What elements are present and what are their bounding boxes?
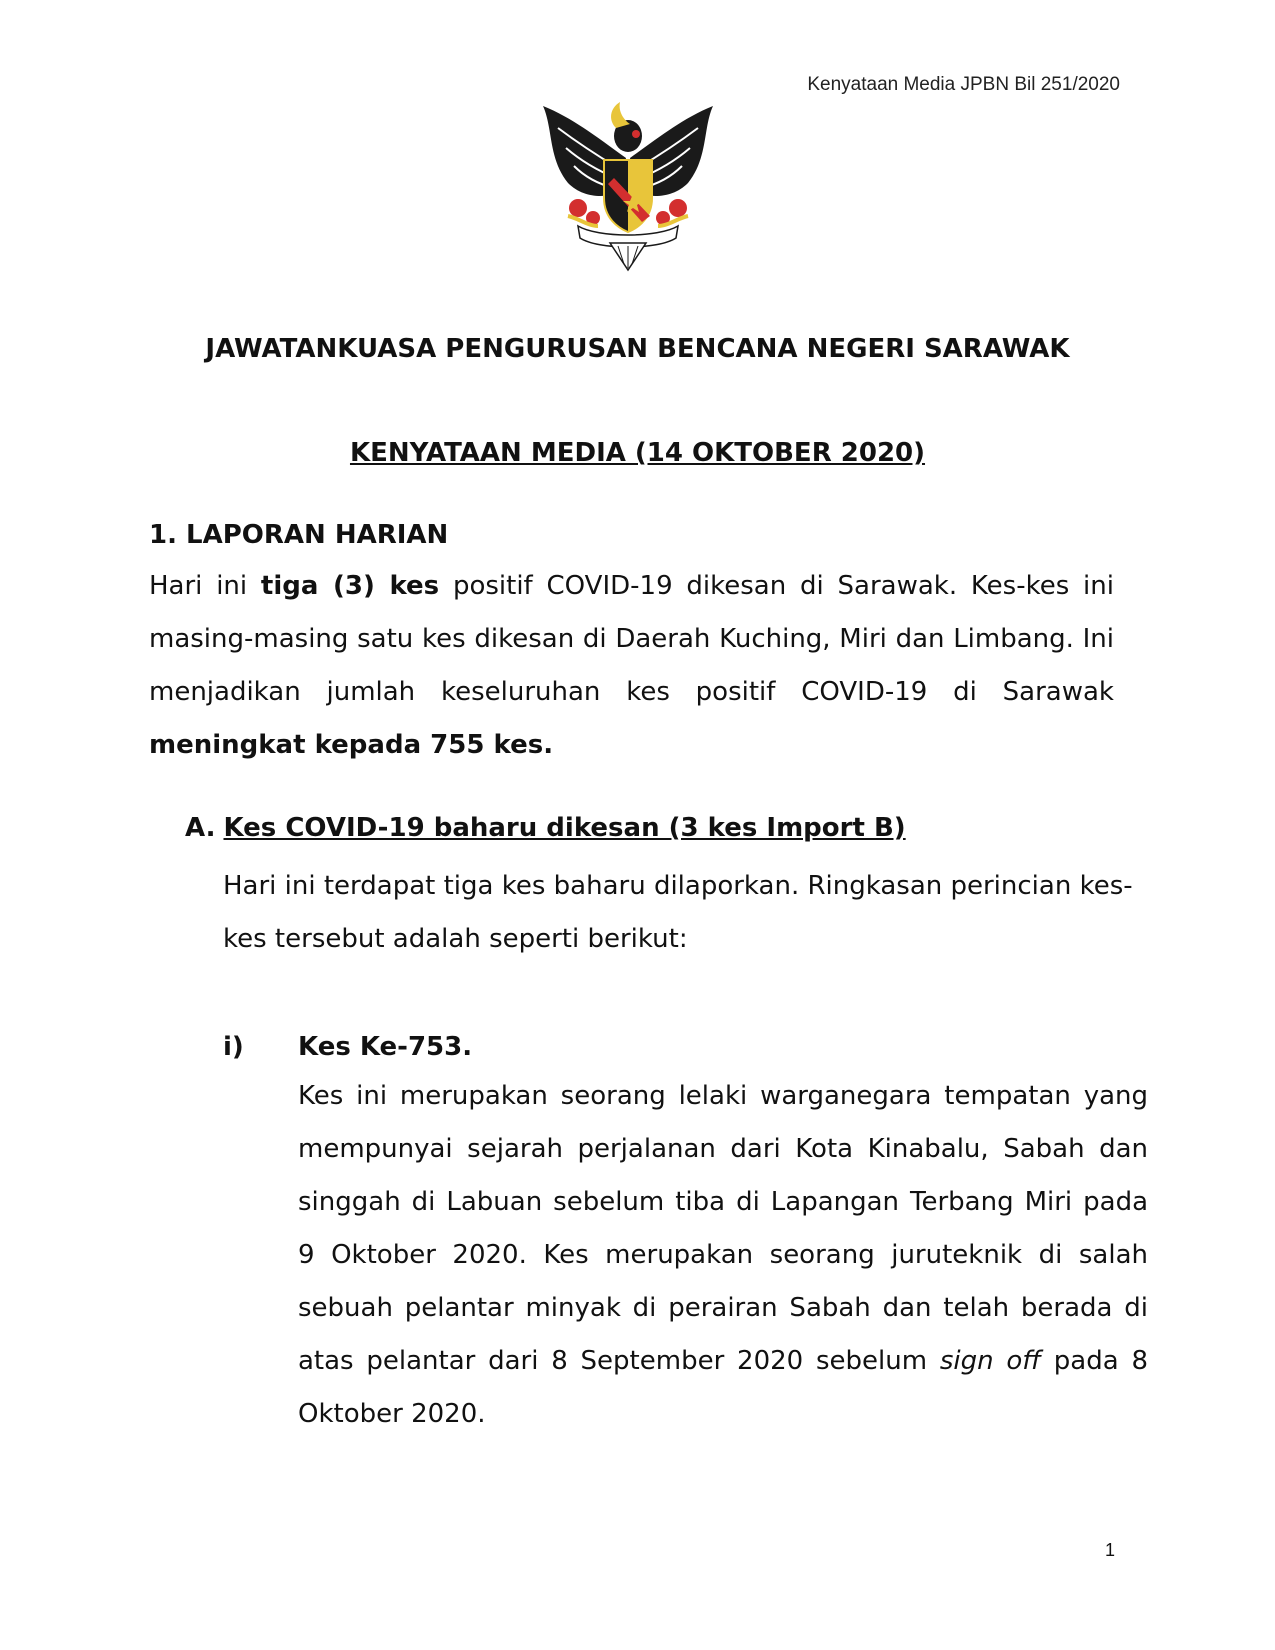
item-number: i) [223,1032,244,1062]
document-reference: Kenyataan Media JPBN Bil 251/2020 [807,74,1120,95]
subsection-paragraph: Hari ini terdapat tiga kes baharu dilaporkan. Ringkasan perincian kes-kes tersebut adalah seperti berikut: [223,871,1133,954]
page-number: 1 [1104,1540,1115,1560]
section-paragraph: Hari ini tiga (3) kes positif COVID-19 dikesan di Sarawak. Kes-kes ini masing-masing satu kes dikesan di Daerah Kuching, Miri dan Limbang. Ini menjadikan jumlah keseluruhan kes positif COVID-19 di Sarawak meningkat kepada 755 kes. [149,571,1114,760]
document-subtitle: KENYATAAN MEDIA (14 OKTOBER 2020) [349,438,926,468]
item-paragraph: Kes ini merupakan seorang lelaki warganegara tempatan yang mempunyai sejarah perjalanan dari Kota Kinabalu, Sabah dan singgah di Labuan sebelum tiba di Lapangan Terbang Miri pada 9 Oktober 2020. Kes merupakan seorang juruteknik di salah sebuah pelantar minyak di perairan Sabah dan telah berada di atas pelantar dari 8 September 2020 sebelum sign off pada 8 Oktober 2020. [298,1081,1148,1429]
document-title: JAWATANKUASA PENGURUSAN BENCANA NEGERI SARAWAK [205,334,1070,364]
section-heading: 1. LAPORAN HARIAN [149,520,449,550]
subsection-heading: A. Kes COVID-19 baharu dikesan (3 kes Import B) [185,813,906,843]
item-title: Kes Ke-753. [298,1032,473,1062]
sarawak-coat-of-arms-icon [538,98,718,273]
